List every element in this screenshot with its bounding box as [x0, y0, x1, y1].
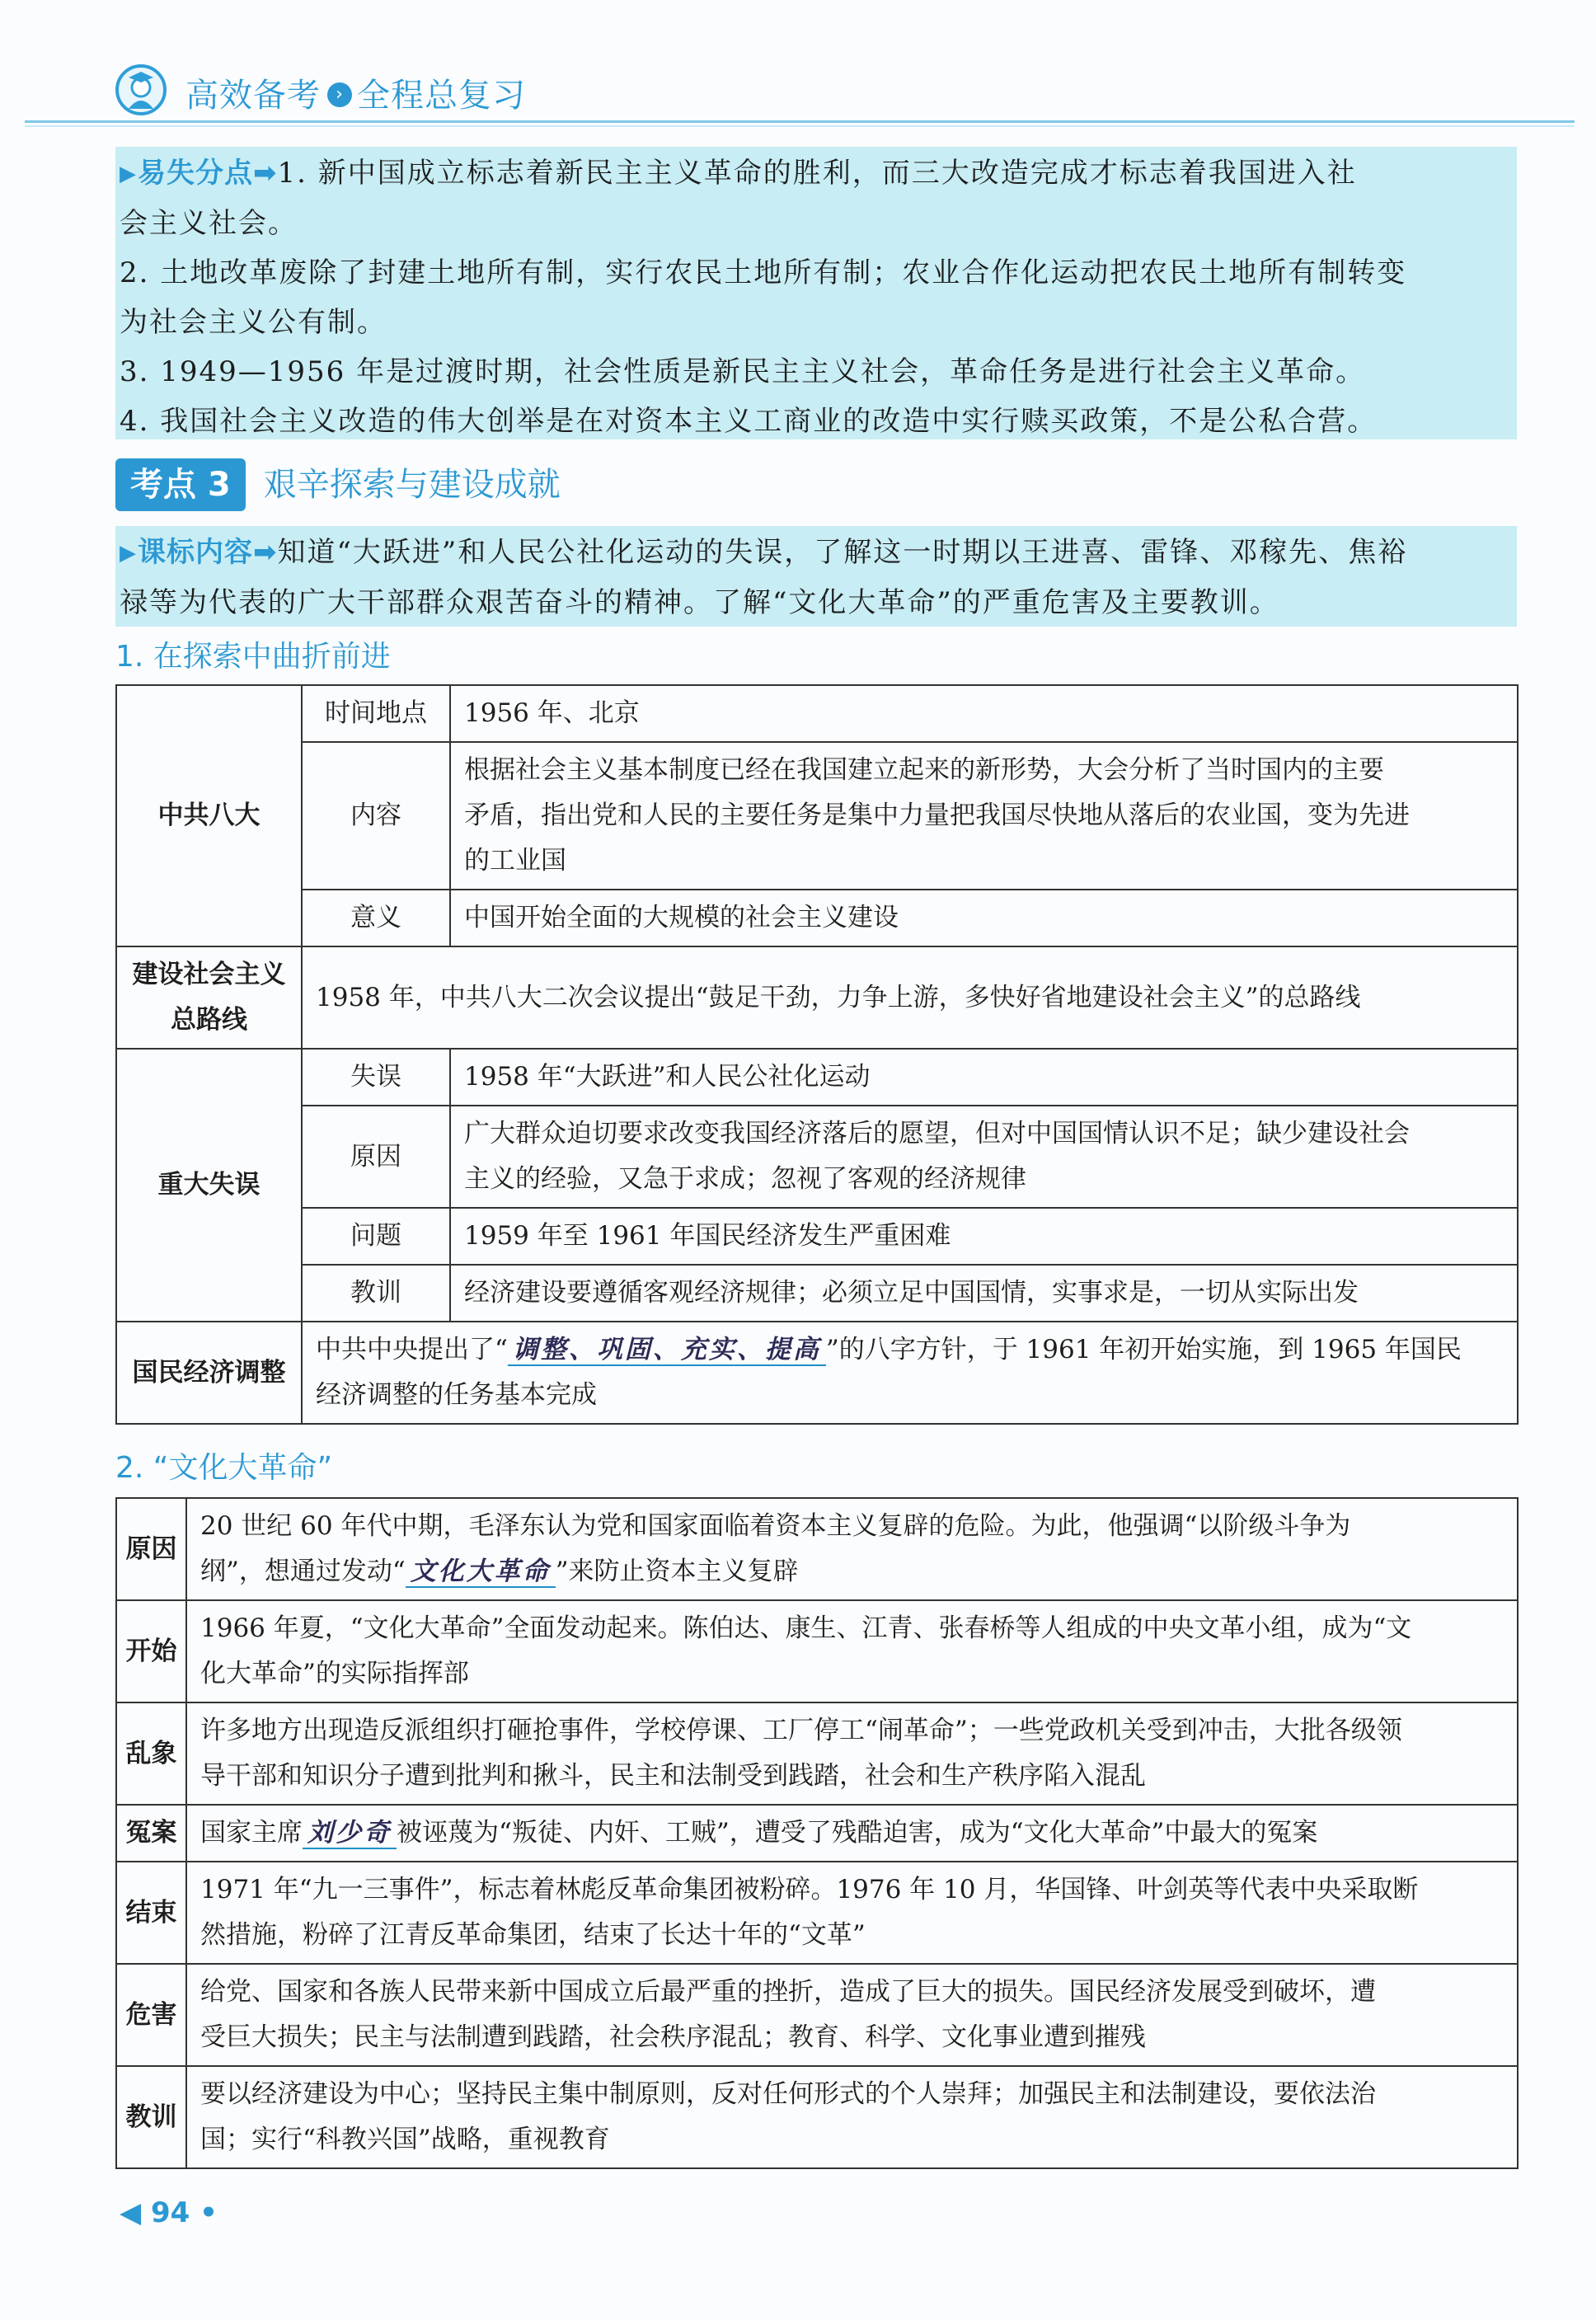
cause-value [450, 1106, 1518, 1208]
content-value [450, 742, 1518, 890]
cause-line-2: 主义的经验，又急于求成；忽视了客观的经济规律 [464, 1164, 1026, 1194]
student-logo-icon [115, 64, 167, 115]
harm-row-line-1: 给党、国家和各族人民带来新中国成立后最严重的挫折，造成了巨大的损失。国民经济发展受到破坏，遭 [200, 1977, 1376, 2007]
table-row [116, 1265, 1518, 1322]
dot-icon: • [200, 2196, 218, 2229]
mistake-line-1: 1. 新中国成立标志着新民主主义革命的胜利，而三大改造完成才标志着我国进入社 [277, 157, 1357, 190]
problem-label: 问题 [302, 1208, 450, 1265]
curriculum-line-2: 禄等为代表的广大干部群众艰苦奋斗的精神。了解“文化大革命”的严重危害及主要教训。 [120, 586, 1279, 619]
mistakes-content [120, 148, 1406, 446]
exploration-table [115, 684, 1519, 1425]
cause-label: 原因 [302, 1106, 450, 1208]
lesson-row-value [186, 2066, 1518, 2168]
adjustment-line-2: 经济调整的任务基本完成 [316, 1380, 597, 1410]
content-line-1: 根据社会主义基本制度已经在我国建立起来的新形势，大会分析了当时国内的主要 [464, 755, 1384, 785]
page-footer [120, 2196, 218, 2229]
harm-row-line-2: 受巨大损失；民主与法制遭到践踏，社会秩序混乱；教育、科学、文化事业遭到摧残 [200, 2022, 1146, 2052]
table-row [116, 946, 1518, 1049]
lesson-label: 教训 [302, 1265, 450, 1322]
mistake-line-3: 2. 土地改革废除了封建土地所有制，实行农民土地所有制；农业合作化运动把农民土地所有制转变 [120, 256, 1407, 289]
end-row-label: 结束 [116, 1862, 186, 1964]
injustice-pre: 国家主席 [200, 1818, 303, 1848]
cause-line-1: 广大群众迫切要求改变我国经济落后的愿望，但对中国国情认识不足；缺少建设社会 [464, 1119, 1410, 1148]
kaodian-heading [115, 458, 561, 511]
handwritten-answer: 刘少奇 [303, 1818, 397, 1849]
mistakes-label: 易失分点 [138, 157, 253, 190]
end-row-value [186, 1862, 1518, 1964]
curriculum-line-1: 知道“大跃进”和人民公社化运动的失误，了解这一时期以王进喜、雷锋、邓稼先、焦裕 [277, 536, 1408, 569]
mistake-line-6: 4. 我国社会主义改造的伟大创举是在对资本主义工商业的改造中实行赎买政策，不是公私合营。 [120, 405, 1378, 438]
mistake-line-4: 为社会主义公有制。 [120, 306, 387, 339]
triangle-icon: ▶ [120, 162, 138, 186]
table-row [116, 1600, 1518, 1702]
harm-row-value [186, 1964, 1518, 2066]
section2-heading: 2. “文化大革命” [115, 1451, 333, 1485]
general-line-value: 1958 年，中共八大二次会议提出“鼓足干劲，力争上游，多快好省地建设社会主义”的总路线 [302, 946, 1518, 1049]
lesson-row-line-2: 国；实行“科教兴国”战略，重视教育 [200, 2125, 610, 2154]
mistake-line-2: 会主义社会。 [120, 207, 298, 240]
eighth-congress-title: 中共八大 [116, 685, 302, 946]
cause-row-line-2: 纲”，想通过发动“ [200, 1557, 406, 1586]
triangle-left-icon: ◀ [120, 2196, 142, 2229]
curriculum-label: 课标内容 [138, 536, 253, 569]
general-line-title [116, 946, 302, 1049]
header-title [185, 69, 526, 116]
table-row [116, 1208, 1518, 1265]
header-divider-thin [25, 125, 1575, 127]
arrow-icon: ➡ [253, 157, 278, 190]
arrow-right-icon: › [327, 82, 352, 107]
table-row [116, 685, 1518, 742]
chaos-row-line-2: 导干部和知识分子遭到批判和揪斗，民主和法制受到践踏，社会和生产秩序陷入混乱 [200, 1761, 1146, 1791]
page-number: 94 [151, 2196, 190, 2229]
adjustment-post: ”的八字方针，于 1961 年初开始实施，到 1965 年国民 [825, 1335, 1462, 1364]
content-line-2: 矛盾，指出党和人民的主要任务是集中力量把我国尽快地从落后的农业国，变为先进 [464, 801, 1410, 830]
table-row [116, 2066, 1518, 2168]
chaos-row-value [186, 1702, 1518, 1805]
cause-row-value [186, 1498, 1518, 1600]
page-header [25, 51, 1575, 125]
series-name: 高效备考 [185, 77, 321, 115]
triangle-icon: ▶ [120, 541, 138, 566]
adjustment-title: 国民经济调整 [116, 1322, 302, 1424]
meaning-value: 中国开始全面的大规模的社会主义建设 [450, 890, 1518, 946]
table-row [116, 1862, 1518, 1964]
table-row [116, 1106, 1518, 1208]
lesson-row-label: 教训 [116, 2066, 186, 2168]
handwritten-answer: 文化大革命 [406, 1557, 556, 1588]
lesson-value: 经济建设要遵循客观经济规律；必须立足中国国情，实事求是，一切从实际出发 [450, 1265, 1518, 1322]
cultural-revolution-table [115, 1497, 1519, 2169]
end-row-line-2: 然措施，粉碎了江青反革命集团，结束了长达十年的“文革” [200, 1920, 866, 1950]
section1-heading: 1. 在探索中曲折前进 [115, 640, 391, 674]
table-row [116, 1702, 1518, 1805]
content-label: 内容 [302, 742, 450, 890]
header-divider [25, 120, 1575, 123]
handwritten-answer: 调整、巩固、充实、提高 [508, 1335, 826, 1366]
series-subtitle: 全程总复习 [357, 77, 526, 115]
meaning-label: 意义 [302, 890, 450, 946]
kaodian-title: 艰辛探索与建设成就 [263, 466, 561, 504]
table-row [116, 1964, 1518, 2066]
adjustment-pre: 中共中央提出了“ [316, 1335, 508, 1364]
table-row [116, 1498, 1518, 1600]
curriculum-content [120, 528, 1407, 627]
start-row-label: 开始 [116, 1600, 186, 1702]
injustice-row-value [186, 1805, 1518, 1862]
mistake-line-5: 3. 1949—1956 年是过渡时期，社会性质是新民主主义社会，革命任务是进行社会主义革命。 [120, 355, 1366, 388]
error-value: 1958 年“大跃进”和人民公社化运动 [450, 1049, 1518, 1106]
injustice-post: 被诬蔑为“叛徒、内奸、工贼”，遭受了残酷迫害，成为“文化大革命”中最大的冤案 [397, 1818, 1318, 1848]
lesson-row-line-1: 要以经济建设为中心；坚持民主集中制原则，反对任何形式的个人崇拜；加强民主和法制建设，要依法治 [200, 2079, 1376, 2109]
table-row [116, 742, 1518, 890]
table-row [116, 890, 1518, 946]
table-row [116, 1805, 1518, 1862]
table-row [116, 1049, 1518, 1106]
injustice-row-label: 冤案 [116, 1805, 186, 1862]
table-row [116, 1322, 1518, 1424]
cause-row-label: 原因 [116, 1498, 186, 1600]
start-row-line-2: 化大革命”的实际指挥部 [200, 1659, 469, 1688]
content-line-3: 的工业国 [464, 846, 566, 876]
harm-row-label: 危害 [116, 1964, 186, 2066]
chaos-row-label: 乱象 [116, 1702, 186, 1805]
time-label: 时间地点 [302, 685, 450, 742]
time-value: 1956 年、北京 [450, 685, 1518, 742]
cause-row-post: ”来防止资本主义复辟 [555, 1557, 799, 1586]
start-row-value [186, 1600, 1518, 1702]
problem-value: 1959 年至 1961 年国民经济发生严重困难 [450, 1208, 1518, 1265]
start-row-line-1: 1966 年夏，“文化大革命”全面发动起来。陈伯达、康生、江青、张春桥等人组成的中央文革小组，成为“文 [200, 1613, 1412, 1643]
error-label: 失误 [302, 1049, 450, 1106]
kaodian-badge: 考点 3 [115, 458, 246, 511]
mistake-title: 重大失误 [116, 1049, 302, 1322]
adjustment-value [302, 1322, 1518, 1424]
chaos-row-line-1: 许多地方出现造反派组织打砸抢事件，学校停课、工厂停工“闹革命”；一些党政机关受到冲击，大批各级领 [200, 1716, 1402, 1745]
general-line-title-1: 建设社会主义 [132, 960, 286, 989]
general-line-title-2: 总路线 [171, 1005, 247, 1035]
end-row-line-1: 1971 年“九一三事件”，标志着林彪反革命集团被粉碎。1976 年 10 月，华国锋、叶剑英等代表中央采取断 [200, 1875, 1419, 1904]
arrow-icon: ➡ [253, 536, 278, 569]
cause-row-line-1: 20 世纪 60 年代中期，毛泽东认为党和国家面临着资本主义复辟的危险。为此，他强调“以阶级斗争为 [200, 1511, 1351, 1541]
